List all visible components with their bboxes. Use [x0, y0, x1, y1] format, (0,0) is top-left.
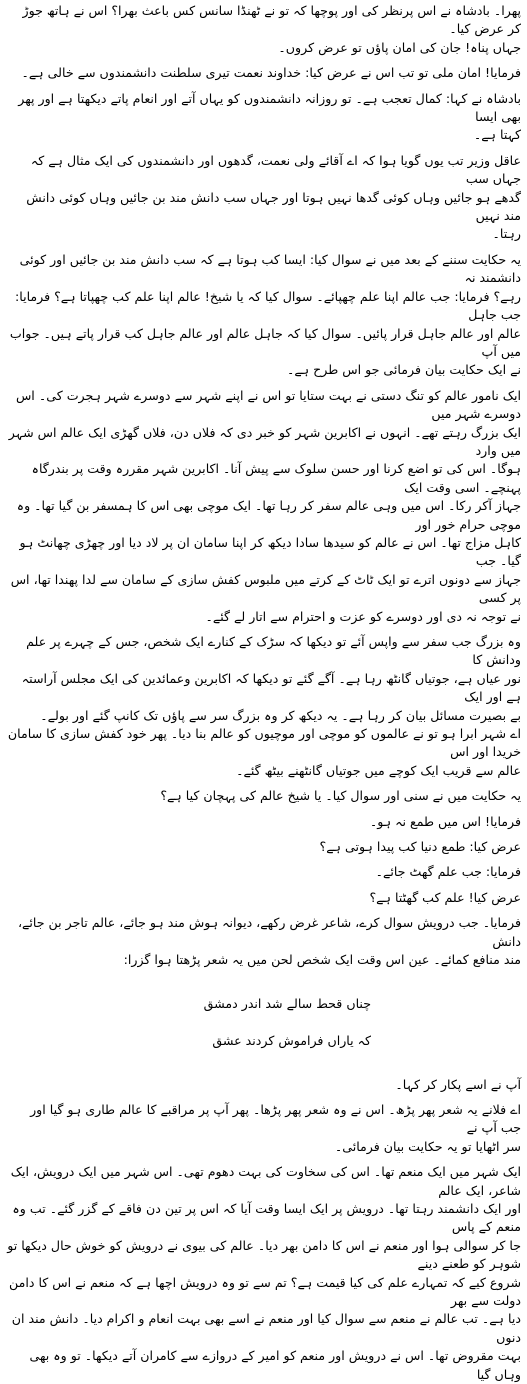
paragraph-10: عرض کیا: طمع دنیا کب پیدا ہوتی ہے؟ [319, 839, 521, 855]
paragraph-15: اے فلانے یہ شعر پھر پڑھ۔ اس نے وہ شعر پھر پڑھا۔ پھر آپ پر مراقبے کا عالم طاری ہو گیا اور جب آپ نے سر اٹھایا تو یہ حکایت بیان فرمائی۔ [30, 1101, 521, 1154]
paragraph-9: فرمایا! اس میں طمع نہ ہو۔ [369, 813, 521, 829]
paragraph-3: بادشاہ نے کہا: کمال تعجب ہے۔ تو روزانہ دانشمندوں کو یہاں آتے اور انعام پاتے دیکھتا ہے اور پھر بھی ایسا کہتا ہے۔ [18, 90, 521, 143]
paragraph-16: ایک شہر میں ایک منعم تھا۔ اس کی سخاوت کی بہت دھوم تھی۔ اس شہر میں ایک درویش، ایک شاعر، ایک عالم اور ایک دانشمند رہتا تھا۔ درویش پر ایک ایسا وقت آیا کہ اس پر تین دن فاقے کے گزر گئے۔ تب وہ منعم کے پاس جا کر سوالی ہوا اور منعم نے اس کا دامن بھر دیا۔ عالم کی بیوی نے درویش کو خوش حال دیکھا تو شوہر کو طعنے دینے شروع کیے کہ تمہارے علم کی کیا قیمت ہے؟ تم سے تو وہ درویش اچھا ہے کہ منعم نے اس کا دامن دولت سے بھر دیا ہے۔ تب عالم نے منعم سے سوال کیا اور منعم نے اسے بھی بہت انعام و اکرام دیا۔ دانش مند ان دنوں بہت مقروض تھا۔ اس نے درویش اور منعم کو امیر کے دروازے سے کامران آتے دیکھا۔ تو وہ بھی وہاں گیا [7, 1164, 521, 1382]
paragraph-8: یہ حکایت میں نے سنی اور سوال کیا۔ یا شیخ عالم کی پہچان کیا ہے؟ [160, 788, 521, 804]
paragraph-4: عاقل وزیر تب یوں گویا ہوا کہ اے آقائے ولی نعمت، گدھوں اور دانشمندوں کی ایک مثال ہے کہ جہاں سب گدھے ہو جائیں وہاں کوئی گدھا نہیں ہوتا اور جہاں سب دانش مند بن جائیں وہاں کوئی دانش مند نہیں رہتا۔ [26, 152, 521, 242]
couplet-line-2: کہ یاراں فراموش کردند عشق [212, 1032, 371, 1048]
paragraph-1: پھرا۔ بادشاہ نے اس پرنظر کی اور پوچھا کہ تو نے ٹھنڈا سانس کس باعث بھرا؟ اس نے ہاتھ جوڑ کر عرض کیا۔ جہاں پناہ! جان کی امان پاؤں تو عرض کروں۔ [22, 3, 521, 55]
paragraph-7: وہ بزرگ جب سفر سے واپس آئے تو دیکھا کہ سڑک کے کنارے ایک شخص، جس کے چہرے پر علم ودانش کا نور عیاں ہے، جوتیاں گانٹھ رہا ہے۔ آگے گئے تو دیکھا کہ اکابرین وعمائدین کی ایک مجلس آراستہ ہے اور ایک بے بصیرت مسائل بیان کر رہا ہے۔ یہ دیکھ کر وہ بزرگ سر سے پاؤں تک کانپ گئے اور بولے۔ اے شہر ابرا ہو تو نے عالموں کو موچی اور موچیوں کو عالم بنا دیا۔ پھر خود کفش سازی کا سامان خریدا اور اس عالم سے قریب ایک کوچے میں جوتیاں گانٹھنے بیٹھ گئے۔ [7, 634, 521, 778]
persian-couplet [6, 977, 521, 1069]
paragraph-12: عرض کیا! علم کب گھٹتا ہے؟ [369, 889, 521, 905]
paragraph-13: فرمایا۔ جب درویش سوال کرے، شاعر غرض رکھے، دیوانہ ہوش مند ہو جائے، عالم تاجر بن جائے، دانش مند منافع کمائے۔ عین اس وقت ایک شخص لحن میں یہ شعر پڑھتا ہوا گزرا: [17, 915, 521, 968]
paragraph-5: یہ حکایت سننے کے بعد میں نے سوال کیا: ایسا کب ہوتا ہے کہ سب دانش مند بن جائیں اور کوئی دانشمند نہ رہے؟ فرمایا: جب عالم اپنا علم چھپائے۔ سوال کیا کہ یا شیخ! عالم اپنا علم کب چھپاتا ہے؟ فرمایا: جب جاہل عالم اور عالم جاہل قرار پائیں۔ سوال کیا کہ جاہل عالم اور عالم جاہل کب قرار پاتے ہیں۔ جواب میں آپ نے ایک حکایت بیان فرمائی جو اس طرح ہے۔ [9, 251, 521, 378]
paragraph-11: فرمایا: جب علم گھٹ جائے۔ [375, 864, 521, 880]
paragraph-6: ایک نامور عالم کو تنگ دستی نے بہت ستایا تو اس نے اپنے شہر سے دوسرے شہر ہجرت کی۔ اس دوسرے شہر میں ایک بزرگ رہتے تھے۔ انہوں نے اکابرین شہر کو خبر دی کہ فلاں دن، فلاں گھڑی ایک عالم اس شہر میں وارد ہوگا۔ اس کی تو اضع کرنا اور حسن سلوک سے پیش آنا۔ اکابرین شہر مقررہ وقت پر بندرگاہ پہنچے۔ اسی وقت ایک جہاز آکر رکا۔ اس میں وہی عالم سفر کر رہا تھا۔ ایک موچی بھی اس کا ہمسفر بن گیا تھا۔ وہ موچی حرام خور اور کاہل مزاج تھا۔ اس نے عالم کو سیدھا سادا دیکھ کر اپنا سامان ان پر لاد دیا اور چھڑی چھانٹ ہو گیا۔ جب جہاز سے دونوں اترے تو ایک ٹاٹ کے کرتے میں ملبوس کفش سازی کے سامان سے لدا پھندا تھا، اس پر کسی نے توجہ نہ دی اور دوسرے کو عزت و احترام سے اتار لے گئے۔ [8, 387, 521, 624]
paragraph-14: آپ نے اسے پکار کر کہا۔ [395, 1076, 521, 1092]
couplet-line-1: چناں قحط سالے شد اندر دمشق [203, 995, 371, 1011]
paragraph-2: فرمایا! امان ملی تو تب اس نے عرض کیا: خداوند نعمت تیری سلطنت دانشمندوں سے خالی ہے۔ [21, 65, 521, 81]
